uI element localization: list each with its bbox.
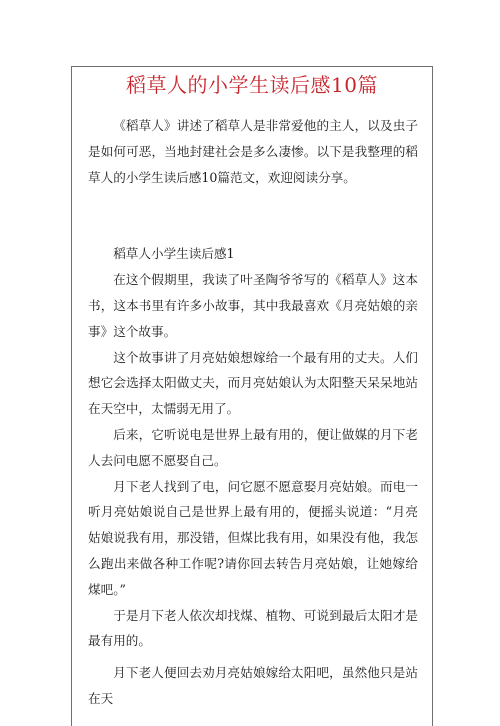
body-paragraph: 这个故事讲了月亮姑娘想嫁给一个最有用的丈夫。人们想它会选择太阳做丈夫，而月亮姑娘认为太阳整天呆呆地站在天空中，太懦弱无用了。 [88,349,418,417]
intro-paragraph: 《稻草人》讲述了稻草人是非常爱他的主人，以及虫子是如何可恶，当地封建社会是多么凄惨。以下是我整理的稻草人的小学生读后感10篇范文，欢迎阅读分享。 [88,118,418,185]
body-paragraph: 在这个假期里，我读了叶圣陶爷爷写的《稻草人》这本书，这本书里有许多小故事，其中我最喜欢《月亮姑娘的亲事》这个故事。 [88,272,418,339]
body-paragraph: 后来，它听说电是世界上最有用的，便让做媒的月下老人去问电愿不愿娶自己。 [88,426,418,468]
body-paragraph: 月下老人找到了电，问它愿不愿意娶月亮姑娘。而电一听月亮姑娘说自己是世界上最有用的，便摇头说道：“月亮姑娘说我有用，那没错，但煤比我有用，如果没有他，我怎么跑出来做各种工作呢?请你回去转告月亮姑娘，让她嫁给煤吧。” [88,478,418,597]
document-body [88,113,418,712]
body-paragraph: 于是月下老人依次却找煤、植物、可说到最后太阳才是最有用的。 [88,607,418,649]
section-heading: 稻草人小学生读后感1 [113,246,235,262]
document-title: 稻草人的小学生读后感10篇 [126,73,378,97]
body-paragraph: 月下老人便回去劝月亮姑娘嫁给太阳吧，虽然他只是站在天 [88,665,418,706]
